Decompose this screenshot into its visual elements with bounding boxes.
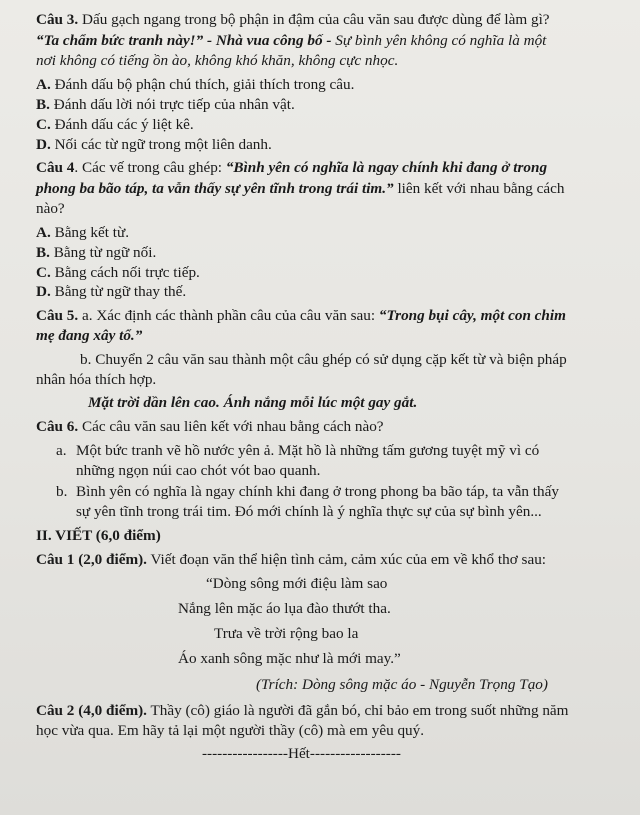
q6-item-b-line-2: sự yên tĩnh trong trái tim. Đó mới chính là ý nghĩa thực sự của sự bình yên...	[76, 503, 542, 520]
q3-stem: Dấu gạch ngang trong bộ phận in đậm của câu văn sau được dùng để làm gì?	[78, 11, 550, 28]
q6-item-b-letter: b.	[56, 483, 68, 500]
q4-option-b	[36, 243, 156, 263]
q3-quote-line-1	[36, 31, 546, 51]
q3-option-a-letter: A.	[36, 76, 51, 93]
w1-stem: Viết đoạn văn thể hiện tình cảm, cảm xúc của em về khổ thơ sau:	[146, 551, 547, 568]
q6-label: Câu 6.	[36, 418, 79, 435]
q3-option-a-text: Đánh dấu bộ phận chú thích, giải thích trong câu.	[50, 76, 355, 93]
q5-quote-2: mẹ đang xây tổ.”	[36, 327, 143, 344]
w1-label: Câu 1 (2,0 điểm).	[36, 551, 147, 568]
q6-item-a-line-2: những ngọn núi cao chót vót bao quanh.	[76, 462, 321, 479]
w2-label: Câu 2 (4,0 điểm).	[36, 702, 147, 719]
poem-line-2: Nắng lên mặc áo lụa đào thướt tha.	[178, 600, 391, 617]
q3-quote-bold: “Ta chẩm bức tranh này!” - Nhà vua công bố -	[36, 32, 332, 49]
q3-stem-line	[36, 10, 550, 30]
q4-option-b-letter: B.	[36, 244, 50, 261]
q3-option-d	[36, 135, 272, 155]
q4-quote-2: phong ba bão táp, ta vẫn thấy sự yên tĩnh trong trái tim.”	[36, 180, 394, 197]
q4-option-a-letter: A.	[36, 224, 51, 241]
q4-quote-1: “Bình yên có nghĩa là ngay chính khi đang ở trong	[225, 159, 548, 176]
q5-label: Câu 5.	[36, 307, 79, 324]
w2-stem-line-2: học vừa qua. Em hãy tả lại một người thầy (cô) mà em yêu quý.	[36, 722, 425, 739]
q4-label: Câu 4	[36, 159, 75, 176]
section-2-heading: II. VIẾT (6,0 điểm)	[36, 527, 161, 544]
q4-stem-line-3: nào?	[36, 200, 65, 217]
q4-stem-1: . Các vế trong câu ghép:	[74, 159, 226, 176]
q4-option-c	[36, 263, 200, 283]
q5-part-b-line-2: nhân hóa thích hợp.	[36, 371, 157, 388]
w2-stem-1: Thầy (cô) giáo là người đã gắn bó, chỉ bảo em trong suốt những năm	[146, 702, 569, 719]
poem-citation: (Trích: Dòng sông mặc áo - Nguyễn Trọng Tạo)	[256, 676, 548, 693]
q4-option-c-text: Bằng cách nối trực tiếp.	[50, 264, 200, 281]
q4-option-b-text: Bằng từ ngữ nối.	[49, 244, 157, 261]
q3-option-c-letter: C.	[36, 116, 51, 133]
q4-option-a	[36, 223, 129, 243]
q3-option-d-text: Nối các từ ngữ trong một liên danh.	[50, 136, 272, 153]
q3-option-c-text: Đánh dấu các ý liệt kê.	[50, 116, 194, 133]
q4-stem-line-1	[36, 158, 547, 178]
q3-quote-line-2: nơi không có tiếng ồn ào, không khó khăn, không cực nhọc.	[36, 52, 399, 69]
q3-option-b-letter: B.	[36, 96, 50, 113]
q6-stem: Các câu văn sau liên kết với nhau bằng cách nào?	[78, 418, 384, 435]
w1-stem-line	[36, 550, 546, 570]
q3-quote-rest-1: Sự bình yên không có nghĩa là một	[331, 32, 547, 49]
q3-option-c	[36, 115, 194, 135]
q3-option-b-text: Đánh dấu lời nói trực tiếp của nhân vật.	[49, 96, 295, 113]
q4-stem-line-2	[36, 179, 564, 199]
q5-sentence: Mặt trời dần lên cao. Ánh nắng mỗi lúc một gay gắt.	[88, 394, 418, 411]
q3-option-b	[36, 95, 295, 115]
q6-item-a-letter: a.	[56, 442, 67, 459]
end-mark: -----------------Hết------------------	[202, 745, 401, 762]
q4-option-d-text: Bằng từ ngữ thay thế.	[50, 283, 187, 300]
q4-stem-2: liên kết với nhau bằng cách	[393, 180, 565, 197]
q6-stem-line	[36, 417, 384, 437]
w2-stem-line-1	[36, 701, 568, 721]
poem-line-3: Trưa về trời rộng bao la	[214, 625, 359, 642]
q4-option-a-text: Bằng kết từ.	[50, 224, 130, 241]
q5-part-a: a. Xác định các thành phần câu của câu văn sau:	[78, 307, 379, 324]
q4-option-d	[36, 282, 186, 302]
q5-quote-1: “Trong bụi cây, một con chim	[378, 307, 566, 324]
q4-option-d-letter: D.	[36, 283, 51, 300]
q6-item-b-line-1: Bình yên có nghĩa là ngay chính khi đang ở trong phong ba bão táp, ta vẫn thấy	[76, 483, 559, 500]
q5-part-b-line-1: b. Chuyển 2 câu văn sau thành một câu ghép có sử dụng cặp kết từ và biện pháp	[80, 351, 567, 368]
q3-label: Câu 3.	[36, 11, 79, 28]
q3-option-a	[36, 75, 354, 95]
q3-option-d-letter: D.	[36, 136, 51, 153]
q5-part-a-line	[36, 306, 566, 326]
q4-option-c-letter: C.	[36, 264, 51, 281]
poem-line-4: Áo xanh sông mặc như là mới may.”	[178, 650, 401, 667]
poem-line-1: “Dòng sông mới điệu làm sao	[206, 575, 388, 592]
q6-item-a-line-1: Một bức tranh vẽ hồ nước yên ả. Mặt hồ là những tấm gương tuyệt mỹ vì có	[76, 442, 540, 459]
